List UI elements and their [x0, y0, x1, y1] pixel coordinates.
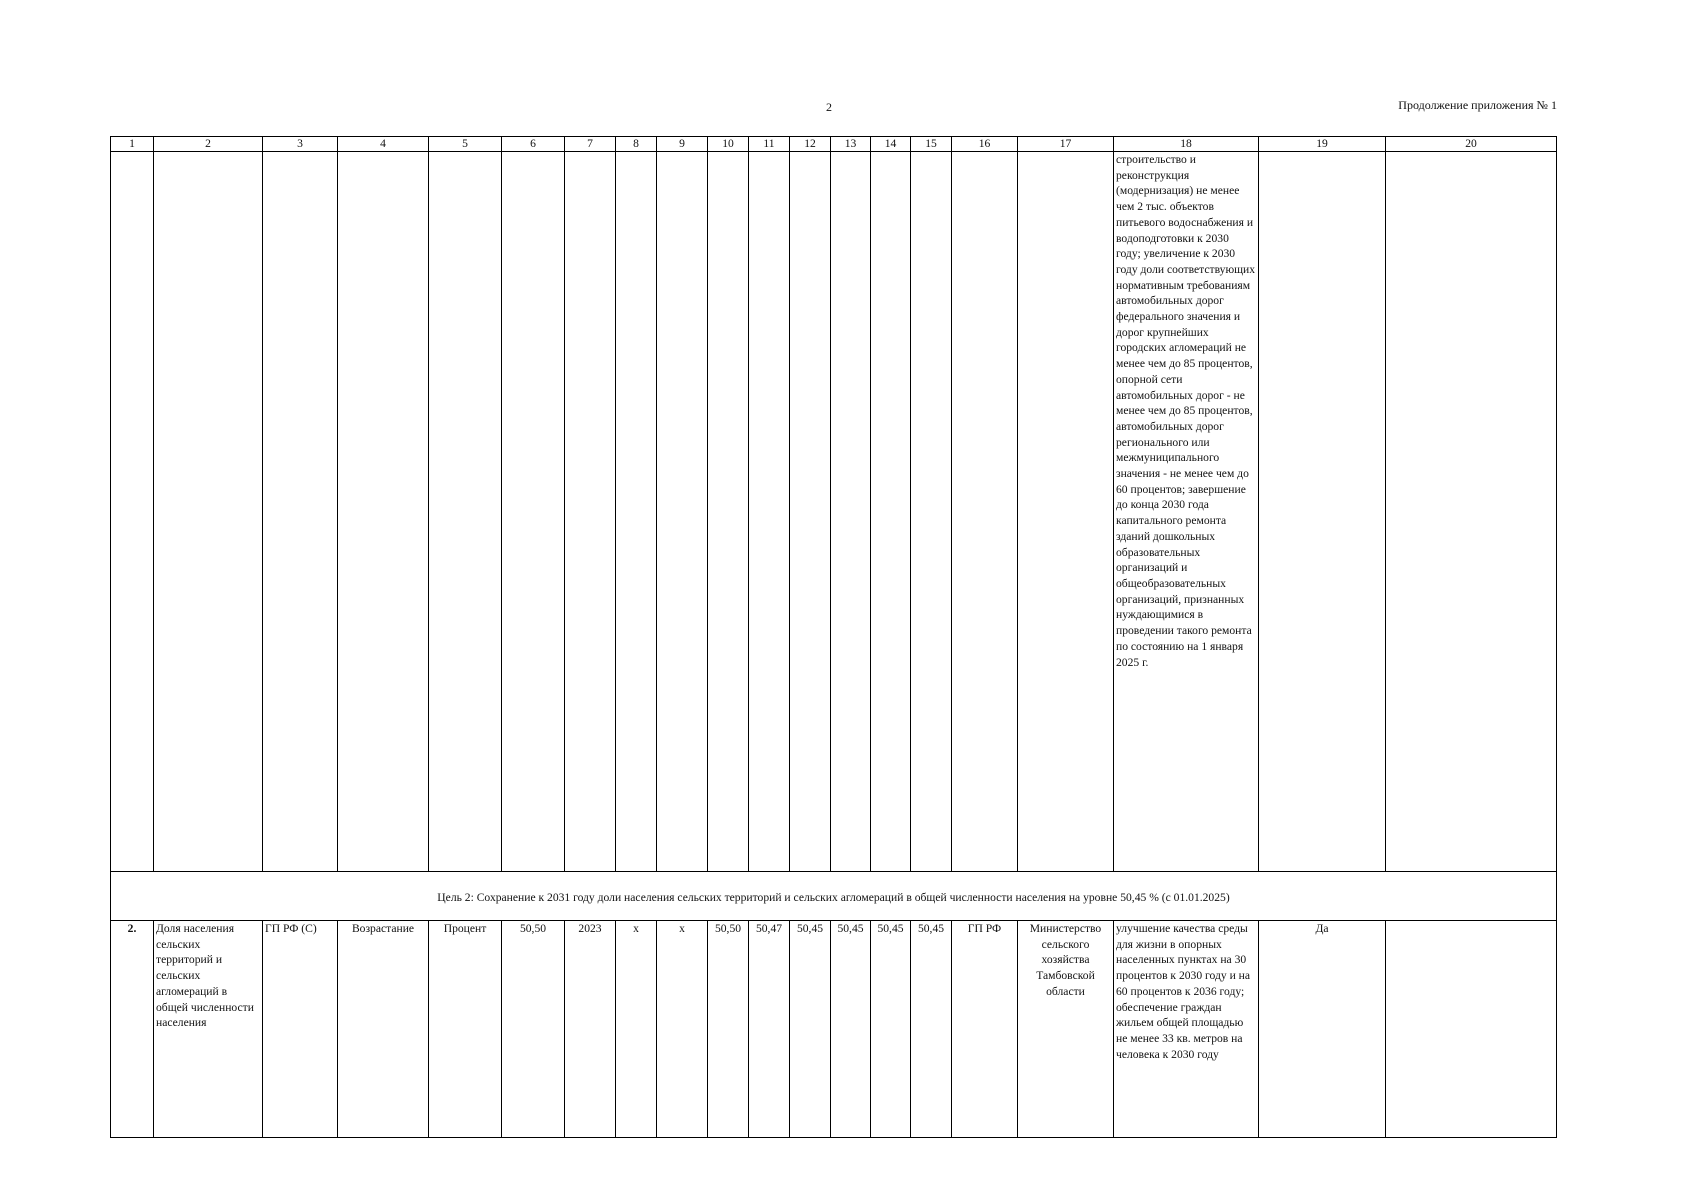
value-col-16: ГП РФ	[952, 921, 1018, 1138]
col-header: 12	[790, 137, 831, 152]
goal-2-text: Цель 2: Сохранение к 2031 году доли населения сельских территорий и сельских агломераций в общей численности населения на уровне 50,45 % (с 01.01.2025)	[111, 872, 1557, 921]
col-header: 10	[708, 137, 749, 152]
indicators-table	[110, 136, 1557, 1138]
col-header: 11	[749, 137, 790, 152]
value-col-15: 50,45	[911, 921, 952, 1138]
value-col-20	[1386, 921, 1557, 1138]
row-number: 2.	[111, 921, 154, 1138]
goal-row	[111, 872, 1557, 921]
responsible-body: Министерство сельского хозяйства Тамбовской области	[1018, 921, 1114, 1138]
col-header: 13	[831, 137, 871, 152]
col-header: 18	[1114, 137, 1259, 152]
value-col-13: 50,45	[831, 921, 871, 1138]
col-header: 1	[111, 137, 154, 152]
value-col-9: х	[657, 921, 708, 1138]
col-header: 5	[429, 137, 502, 152]
link-to-national-goals: улучшение качества среды для жизни в опорных населенных пунктах на 30 процентов к 2030 году и на 60 процентов к 2036 году; обеспечение граждан жильем общей площадью не менее 33 кв. метров на человека к 2030 году	[1114, 921, 1259, 1138]
annex-caption: Продолжение приложения № 1	[1398, 98, 1557, 112]
col-header: 9	[657, 137, 708, 152]
col-header: 3	[263, 137, 338, 152]
page-number: 2	[826, 100, 832, 114]
base-value: 50,50	[502, 921, 565, 1138]
continuation-row	[111, 152, 1557, 872]
indicator-level: ГП РФ (С)	[263, 921, 338, 1138]
indicator-trend: Возрастание	[338, 921, 429, 1138]
value-col-8: х	[616, 921, 657, 1138]
col-header: 19	[1259, 137, 1386, 152]
col-header: 8	[616, 137, 657, 152]
indicator-unit: Процент	[429, 921, 502, 1138]
col-header: 6	[502, 137, 565, 152]
value-col-11: 50,47	[749, 921, 790, 1138]
base-year: 2023	[565, 921, 616, 1138]
col-header: 17	[1018, 137, 1114, 152]
col-header: 15	[911, 137, 952, 152]
value-col-14: 50,45	[871, 921, 911, 1138]
col-header: 2	[154, 137, 263, 152]
link-to-national-goals-cell: строительство и реконструкция (модернизация) не менее чем 2 тыс. объектов питьевого водоснабжения и водоподготовки к 2030 году; увеличение к 2030 году доли соответствующих нормативным требованиям автомобильных дорог федерального значения и дорог крупнейших городских агломераций не менее чем до 85 процентов, опорной сети автомобильных дорог - не менее чем до 85 процентов, автомобильных дорог регионального или межмуниципального значения - не менее чем до 60 процентов; завершение до конца 2030 года капитального ремонта зданий дошкольных образовательных организаций и общеобразовательных организаций, признанных нуждающимися в проведении такого ремонта по состоянию на 1 января 2025 г.	[1114, 152, 1259, 872]
col-header: 16	[952, 137, 1018, 152]
indicator-row-2	[111, 921, 1557, 1138]
indicator-name: Доля населения сельских территорий и сельских агломераций в общей численности населения	[154, 921, 263, 1138]
col-header: 14	[871, 137, 911, 152]
col-header: 20	[1386, 137, 1557, 152]
value-col-19: Да	[1259, 921, 1386, 1138]
value-col-12: 50,45	[790, 921, 831, 1138]
value-col-10: 50,50	[708, 921, 749, 1138]
col-header: 4	[338, 137, 429, 152]
column-numbers-row	[111, 137, 1557, 152]
col-header: 7	[565, 137, 616, 152]
